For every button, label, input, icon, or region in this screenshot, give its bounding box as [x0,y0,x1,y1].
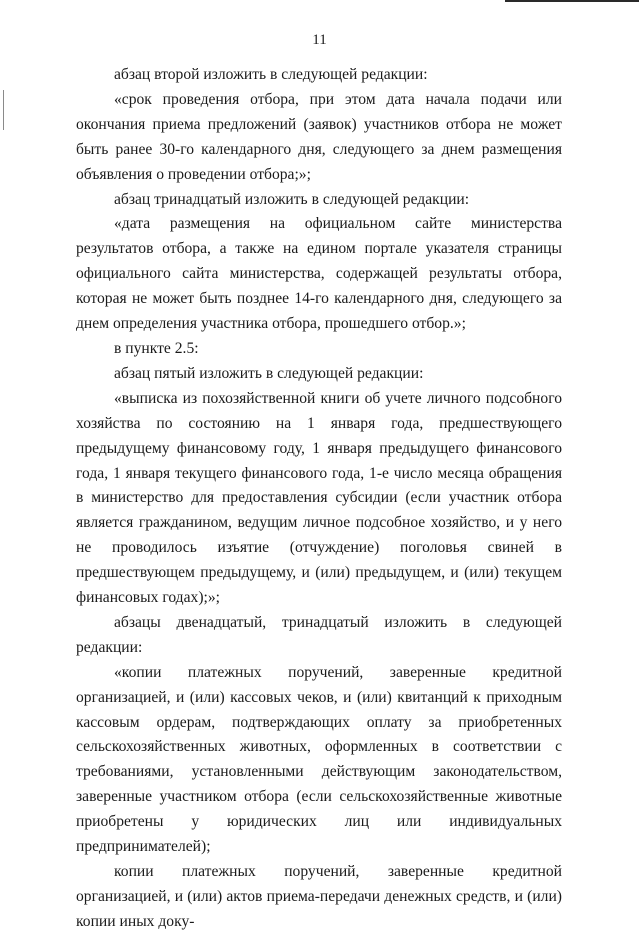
paragraph: абзац тринадцатый изложить в следующей редакции: [114,190,470,208]
paragraph: в пункте 2.5: [114,339,199,357]
paragraph: абзацы двенадцатый, тринадцатый изложить в следующей редакции: [76,613,562,656]
scan-edge-mark [505,0,639,2]
paragraph: «выписка из похозяйственной книги об учете личного подсобного хозяйства по состоянию на 1 января года, предшествующего предыдущему финансовому году, 1 января предыдущего финансового года, 1 января текущего финансового года, 1-е число месяца обращения в министерство для предоставления субсидии (если участник отбора является гражданином, ведущим личное подсобное хозяйство, и у него не проводилось изъятие (отчуждение) поголовья свиней в предшествующем предыдущему, и (или) предыдущем, и (или) текущем финансовых годах);»; [76,389,562,607]
paragraph: абзац пятый изложить в следующей редакции: [114,364,424,382]
scan-edge-mark [3,90,4,130]
paragraph: «копии платежных поручений, заверенные кредитной организацией, и (или) кассовых чеков, и (или) квитанций к приходным кассовым ордерам, подтверждающих оплату за приобретенных сельскохозяйственных животных, оформленных в соответствии с требованиями, установленными действующим законодательством, заверенные участником отбора (если сельскохозяйственные животные приобретены у юридических лиц или индивидуальных предпринимателей); [76,663,562,856]
document-body [76,63,562,935]
paragraph: «дата размещения на официальном сайте министерства результатов отбора, а также на едином портале указателя страницы официального сайта министерства, содержащей результаты отбора, которая не может быть позднее 14-го календарного дня, следующего за днем определения участника отбора, прошедшего отбор.»; [76,215,562,333]
paragraph: копии платежных поручений, заверенные кредитной организацией, и (или) актов приема-передачи денежных средств, и (или) копии иных доку- [76,863,562,930]
paragraph: абзац второй изложить в следующей редакции: [114,66,428,83]
page-number: 11 [312,32,327,48]
paragraph: «срок проведения отбора, при этом дата начала подачи или окончания приема предложений (заявок) участников отбора не может быть ранее 30-го календарного дня, следующего за днем размещения объявления о проведении отбора;»; [76,90,562,183]
